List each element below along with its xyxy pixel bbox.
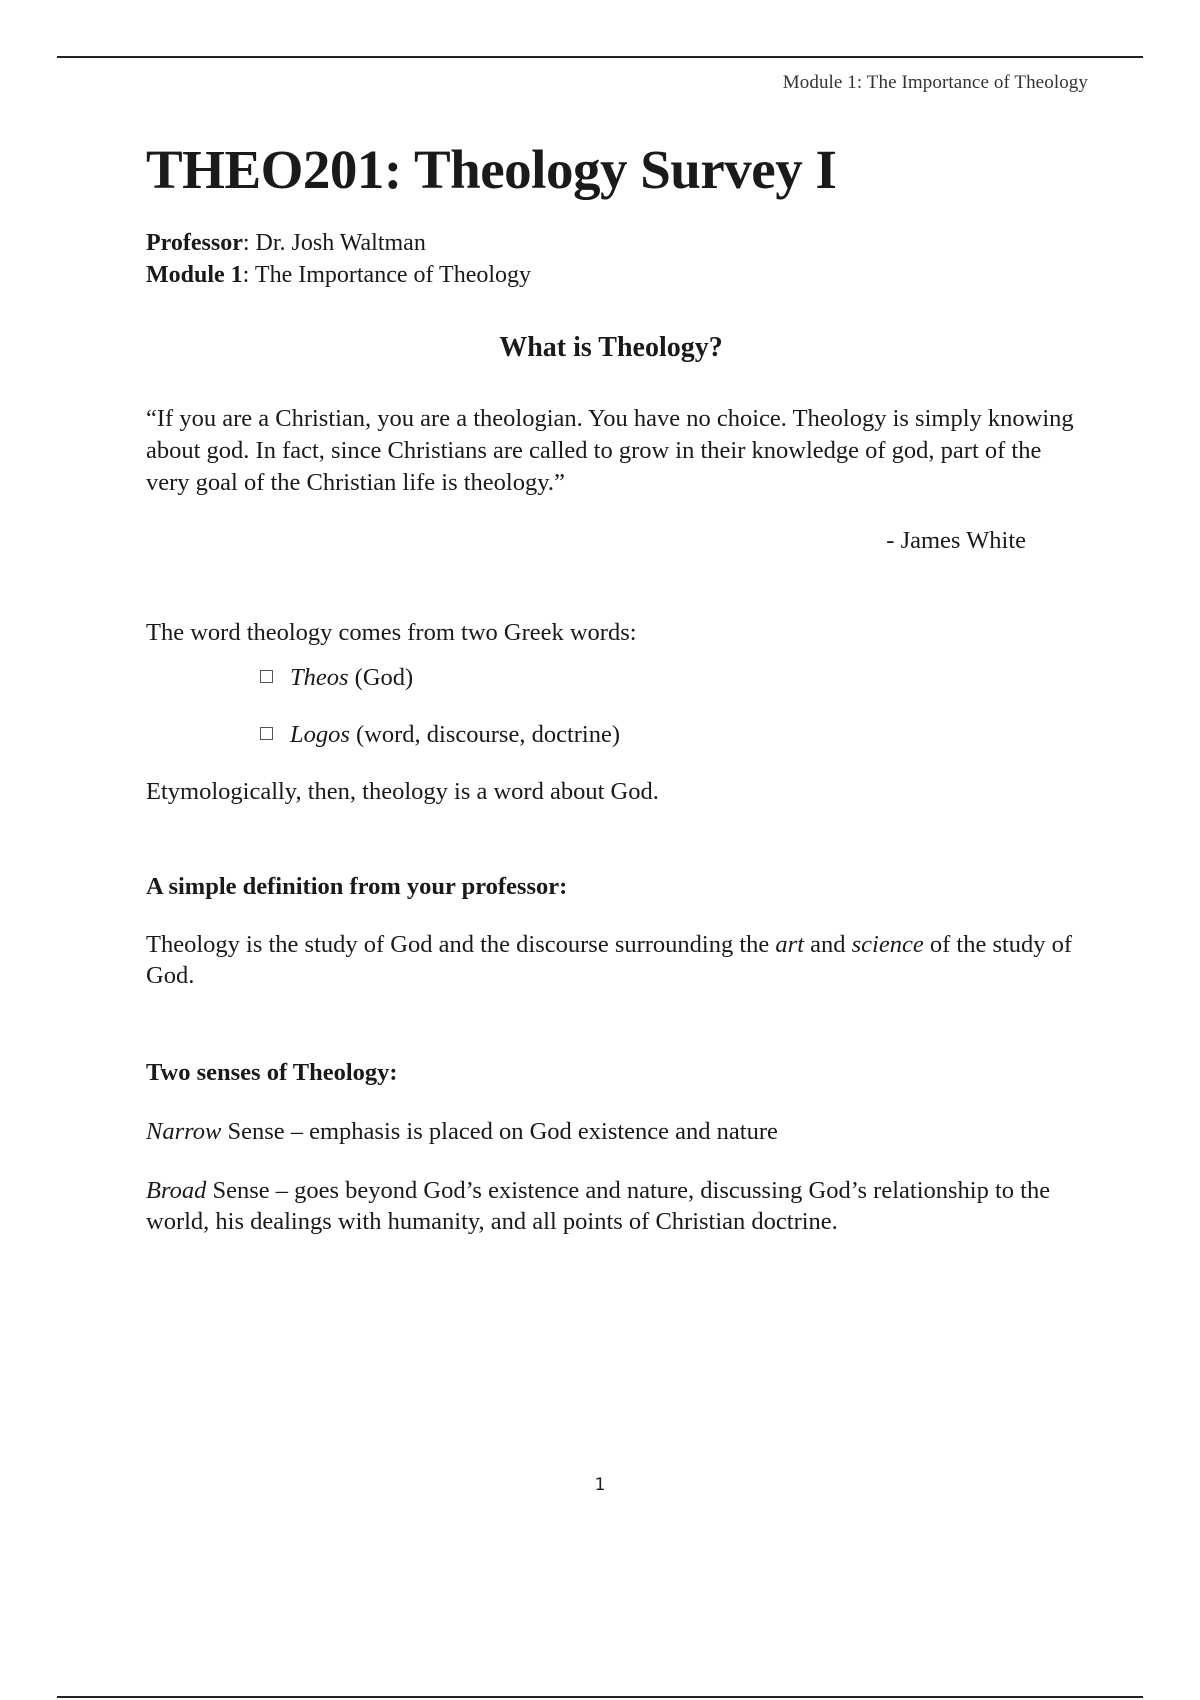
greek-gloss: (word, discourse, doctrine): [349, 720, 621, 748]
professor-value: : Dr. Josh Waltman: [242, 229, 426, 256]
list-item: [260, 662, 1076, 693]
footer-rule: [57, 1696, 1143, 1698]
etymology-intro: The word theology comes from two Greek words:: [146, 618, 637, 646]
greek-term: Theos: [290, 663, 349, 691]
running-header: Module 1: The Importance of Theology: [782, 72, 1088, 93]
professor-line: [146, 227, 1076, 259]
course-meta: [146, 227, 1076, 291]
greek-word-list: [146, 662, 1076, 750]
broad-term: Broad: [146, 1176, 207, 1204]
module-line: [146, 259, 1076, 291]
page-number: 1: [594, 1475, 606, 1495]
narrow-text: Sense – emphasis is placed on God existence and nature: [221, 1117, 778, 1145]
narrow-sense: [146, 1116, 1076, 1147]
checkbox-bullet-icon: [260, 670, 273, 683]
header-rule: [57, 56, 1143, 58]
section-title: What is Theology?: [499, 331, 723, 363]
quote-attribution: - James White: [886, 526, 1026, 554]
module-label: Module 1: [146, 261, 243, 288]
definition-part: and: [804, 930, 852, 958]
module-value: : The Importance of Theology: [242, 261, 532, 288]
definition-text: [146, 929, 1076, 991]
senses-heading: Two senses of Theology:: [146, 1058, 398, 1086]
definition-part: Theology is the study of God and the discourse surrounding the: [146, 930, 776, 958]
greek-gloss: (God): [348, 663, 414, 691]
document-body: [146, 140, 1076, 1237]
checkbox-bullet-icon: [260, 727, 273, 740]
greek-term: Logos: [290, 720, 350, 748]
broad-text: Sense – goes beyond God’s existence and nature, discussing God’s relationship to the world, his dealings with humanity, and all points of Christian doctrine.: [146, 1176, 1051, 1235]
definition-part: of the study of God.: [146, 930, 1073, 989]
list-item: [260, 719, 1076, 750]
document-title: THEO201: Theology Survey I: [146, 139, 837, 200]
narrow-term: Narrow: [146, 1117, 222, 1145]
professor-label: Professor: [146, 229, 243, 256]
quote-text: “If you are a Christian, you are a theologian. You have no choice. Theology is simply knowing about god. In fact, since Christians are called to grow in their knowledge of god, part of the very goal of the Christian life is theology.”: [146, 404, 1074, 496]
definition-heading: A simple definition from your professor:: [146, 872, 568, 900]
definition-emphasis: art: [775, 930, 805, 958]
definition-emphasis: science: [851, 930, 924, 958]
etymology-conclusion: Etymologically, then, theology is a word about God.: [146, 777, 659, 805]
broad-sense: [146, 1175, 1076, 1237]
